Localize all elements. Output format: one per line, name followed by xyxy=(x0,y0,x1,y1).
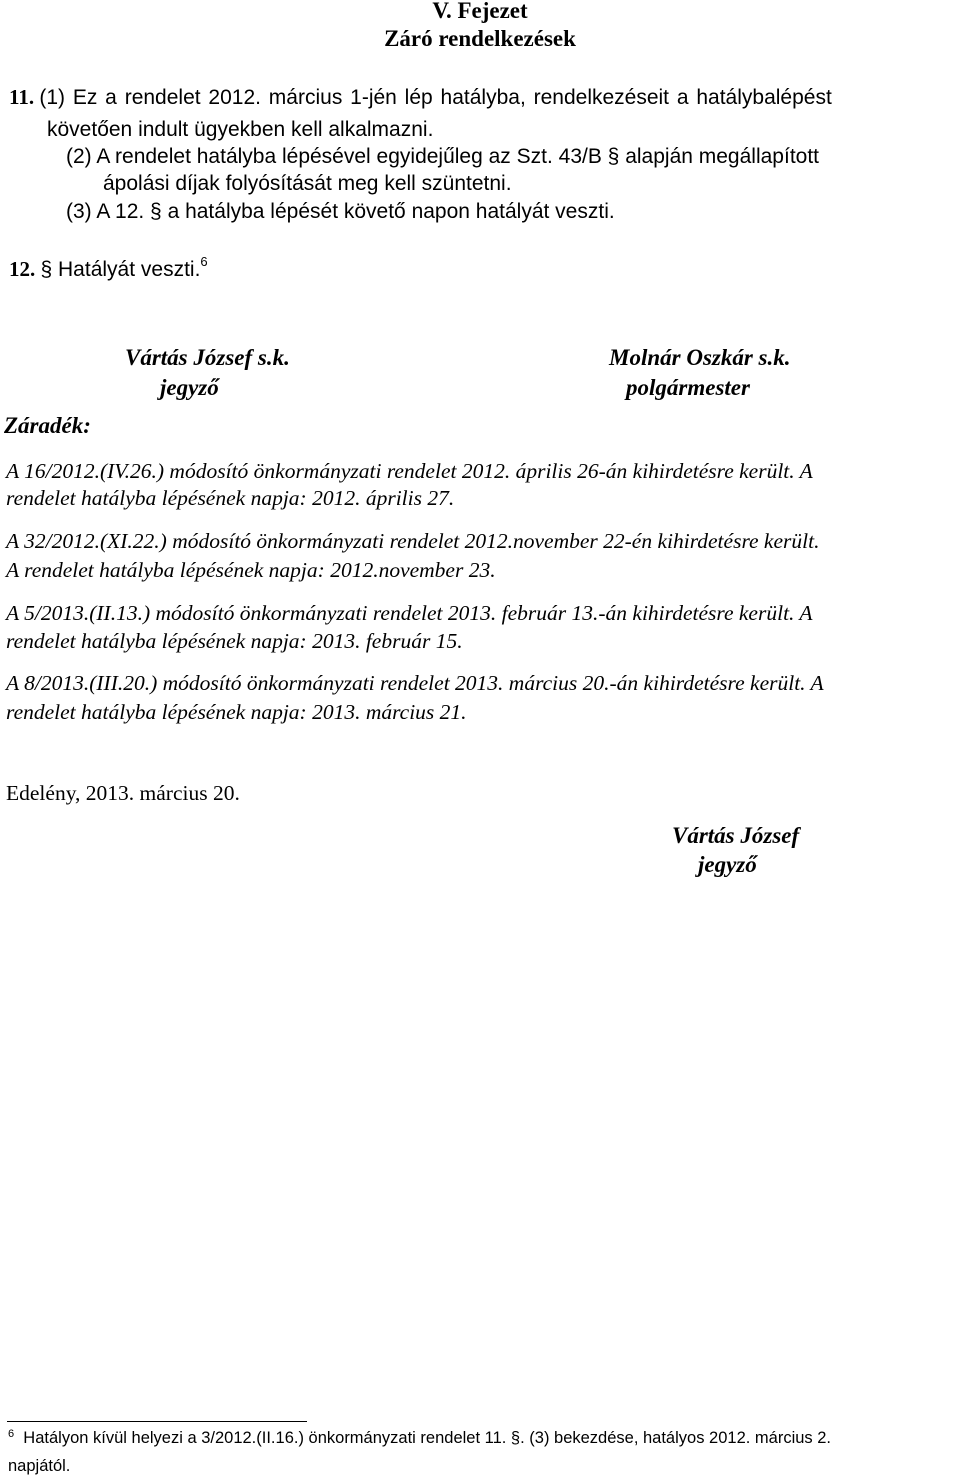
footnote-ref[interactable]: 6 xyxy=(200,254,208,269)
section-11-number: 11. xyxy=(9,85,35,109)
clause-entry-2-line1: A 32/2012.(XI.22.) módosító önkormányzati rendelet 2012.november 22-én kihirdetésre került. xyxy=(6,529,820,553)
section-11-p2-line2: ápolási díjak folyósítását meg kell szüntetni. xyxy=(103,172,512,195)
clause-heading: Záradék: xyxy=(4,413,91,438)
section-11-para-1 xyxy=(9,85,954,110)
footnote-text: Hatályon kívül helyezi a 3/2012.(II.16.) önkormányzati rendelet 11. §. (3) bekezdése, hatályos 2012. március 2. xyxy=(23,1429,832,1447)
footnote-line2: napjától. xyxy=(8,1457,71,1475)
mayor-signature-name: Molnár Oszkár s.k. xyxy=(609,345,791,370)
footnote-separator xyxy=(7,1421,307,1422)
section-12 xyxy=(9,254,954,282)
section-11-p1-line2: követően indult ügyekben kell alkalmazni. xyxy=(47,118,434,141)
clause-entry-4-line2: rendelet hatályba lépésének napja: 2013. március 21. xyxy=(6,700,467,724)
clause-entry-2-line2: A rendelet hatályba lépésének napja: 2012.november 23. xyxy=(6,558,496,582)
clause-entry-3-line2: rendelet hatályba lépésének napja: 2013. február 15. xyxy=(6,629,463,653)
notary-signature-title: jegyző xyxy=(160,375,219,400)
footnote-line1 xyxy=(8,1429,831,1448)
final-signature-title: jegyző xyxy=(698,852,757,877)
chapter-title: Záró rendelkezések xyxy=(384,26,576,51)
section-12-text: § Hatályát veszti. xyxy=(40,258,201,281)
chapter-number: V. Fejezet xyxy=(432,0,528,23)
section-11-p1-line1: (1) Ez a rendelet 2012. március 1-jén lép hatályba, rendelkezéseit a hatálybalépést xyxy=(39,86,832,109)
section-12-number: 12. xyxy=(9,257,36,281)
clause-entry-3-line1: A 5/2013.(II.13.) módosító önkormányzati rendelet 2013. február 13.-án kihirdetésre került. A xyxy=(6,601,813,625)
final-signature-name: Vártás József xyxy=(672,823,800,848)
section-11-p2-line1: (2) A rendelet hatályba lépésével egyidejűleg az Szt. 43/B § alapján megállapított xyxy=(66,145,819,168)
clause-entry-1-line2: rendelet hatályba lépésének napja: 2012. április 27. xyxy=(6,486,455,510)
footnote-marker: 6 xyxy=(8,1428,15,1440)
place-date: Edelény, 2013. március 20. xyxy=(6,781,240,805)
mayor-signature-title: polgármester xyxy=(626,375,750,400)
clause-entry-1-line1: A 16/2012.(IV.26.) módosító önkormányzati rendelet 2012. április 26-án kihirdetésre került. A xyxy=(6,459,813,483)
section-11-p3: (3) A 12. § a hatályba lépését követő napon hatályát veszti. xyxy=(66,200,615,223)
notary-signature-name: Vártás József s.k. xyxy=(125,345,290,370)
clause-entry-4-line1: A 8/2013.(III.20.) módosító önkormányzati rendelet 2013. március 20.-án kihirdetésre került. A xyxy=(6,671,824,695)
